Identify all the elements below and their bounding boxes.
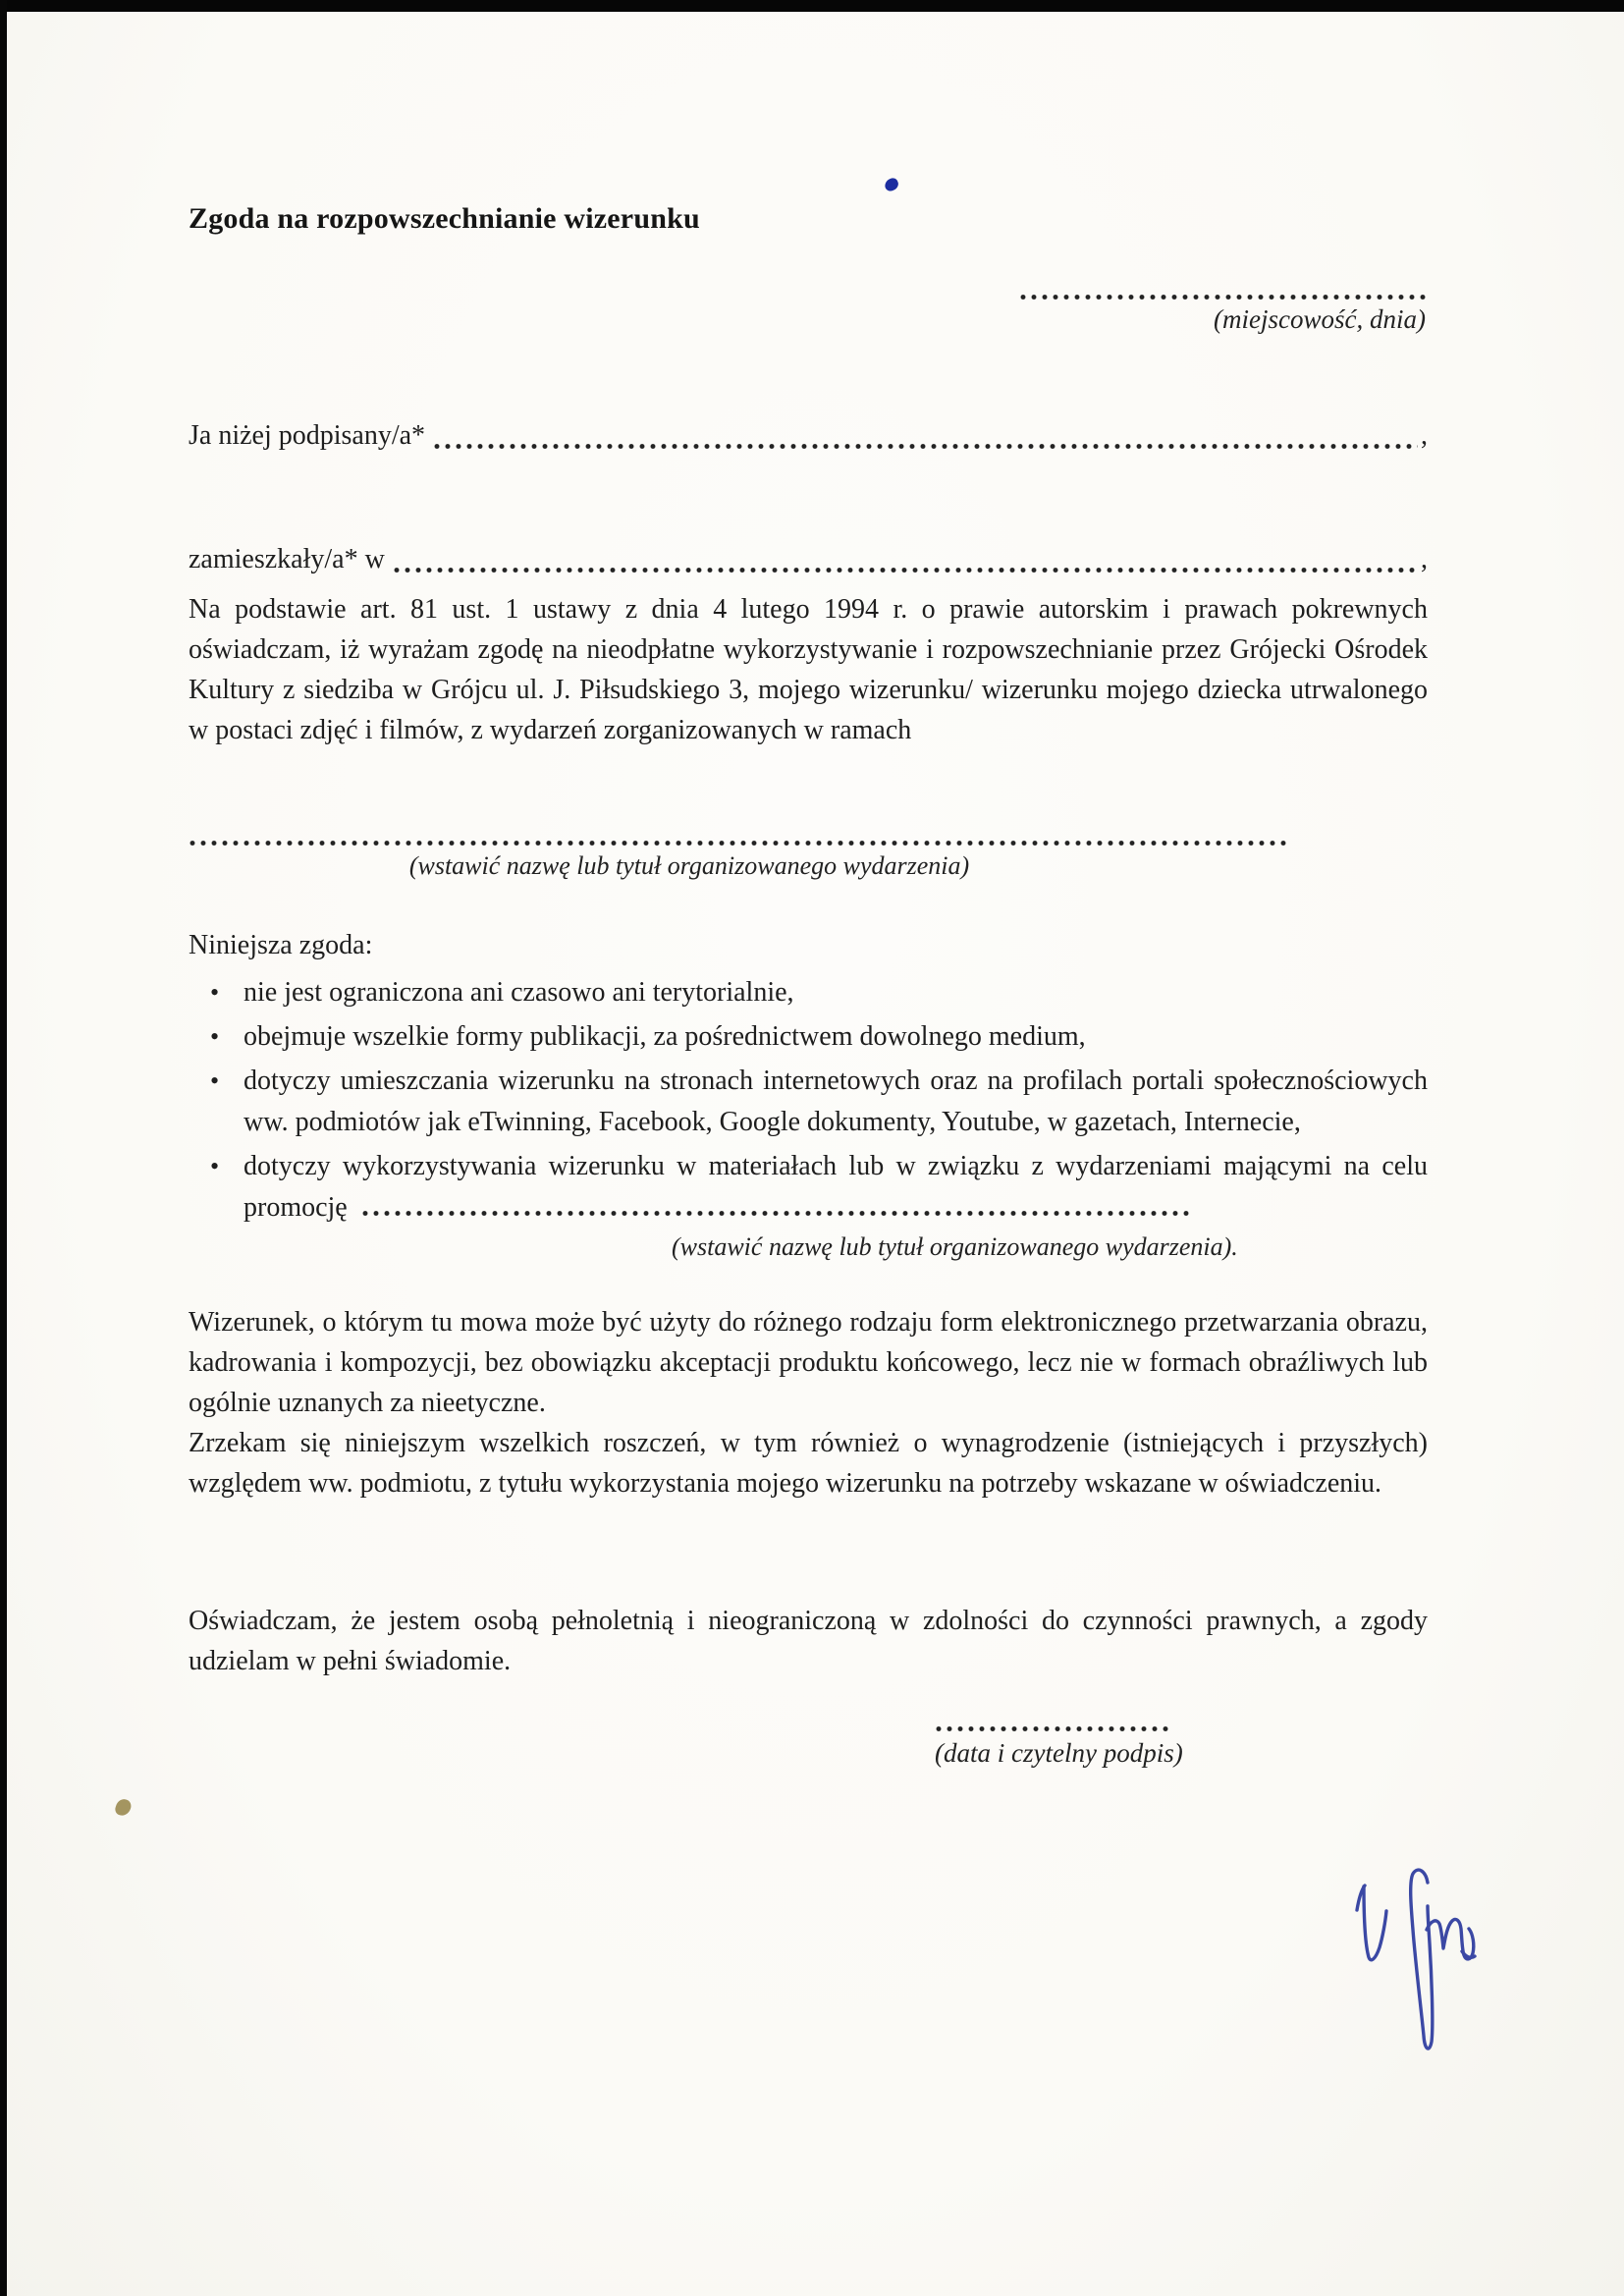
event-name-blank-line — [189, 817, 1288, 847]
consent-scope-section — [189, 925, 1428, 1267]
signature-stroke — [1427, 1919, 1474, 1959]
consent-bullet-text: dotyczy wykorzystywania wizerunku w materiałach lub w związku z wydarzeniami mającymi na celu promocję — [244, 1151, 1428, 1223]
bullet-icon: • — [210, 978, 220, 1007]
signatory-name-suffix: , — [1421, 420, 1428, 451]
consent-bullet-text: obejmuje wszelkie formy publikacji, za pośrednictwem dowolnego medium, — [244, 1021, 1086, 1052]
signature-caption: (data i czytelny podpis) — [935, 1738, 1183, 1768]
signatory-name-blank-line — [433, 416, 1418, 450]
promo-event-caption: (wstawić nazwę lub tytuł organizowanego wydarzenia). — [672, 1232, 1238, 1261]
bullet-icon: • — [210, 1152, 220, 1180]
residence-line — [189, 540, 1428, 578]
consent-bullet-item — [189, 972, 1428, 1013]
place-date-caption: (miejscowość, dnia) — [1214, 304, 1426, 334]
signatory-name-label: Ja niżej podpisany/a* — [189, 420, 426, 451]
claims-waiver-paragraph: Zrzekam się niniejszym wszelkich roszczeń, w tym również o wynagrodzenie (istniejących i przyszłych) względem ww. podmiotu, z tytułu wykorzystania mojego wizerunku na potrzeby wskazane w oświadczeniu. — [189, 1428, 1428, 1499]
image-usage-paragraph: Wizerunek, o którym tu mowa może być użyty do różnego rodzaju form elektronicznego przetwarzania obrazu, kadrowania i kompozycji, bez obowiązku akceptacji produktu końcowego, lecz nie w formach obraźliwych lub ogólnie uznanych za nieetyczne. — [189, 1307, 1428, 1418]
legal-capacity-paragraph — [189, 1601, 1428, 1681]
signature-stroke — [1364, 1886, 1386, 1960]
event-name-caption: (wstawić nazwę lub tytuł organizowanego wydarzenia) — [408, 851, 970, 880]
scan-edge-left — [0, 0, 7, 2296]
legal-capacity-text: Oświadczam, że jestem osobą pełnoletnią i nieograniczoną w zdolności do czynności prawnych, a zgody udzielam w pełni świadomie. — [189, 1606, 1428, 1676]
place-date-blank-line — [1019, 257, 1426, 301]
consent-bullet-text: nie jest ograniczona ani czasowo ani terytorialnie, — [244, 977, 794, 1008]
consent-heading: Niniejsza zgoda: — [189, 930, 373, 960]
ink-dot-artifact — [883, 177, 900, 193]
legal-basis-paragraph — [189, 589, 1428, 750]
consent-bullet-item — [189, 1146, 1428, 1264]
consent-bullet-text: dotyczy umieszczania wizerunku na stronach internetowych oraz na profilach portali społecznościowych ww. podmiotów jak eTwinning, Facebook, Google dokumenty, Youtube, w gazetach, Internecie, — [244, 1066, 1428, 1137]
consent-bullet-list — [189, 972, 1428, 1264]
bullet-icon: • — [210, 1066, 220, 1095]
bullet-icon: • — [210, 1022, 220, 1051]
promo-event-blank-line — [361, 1199, 1194, 1217]
consent-bullet-item — [189, 1016, 1428, 1058]
consent-bullet-promo — [244, 1146, 1428, 1264]
signature-field — [935, 1691, 1259, 1769]
residence-suffix: , — [1421, 544, 1428, 574]
page-title: Zgoda na rozpowszechnianie wizerunku — [189, 202, 700, 236]
signature-blank-line — [935, 1691, 1168, 1732]
usage-and-waiver-section — [189, 1302, 1428, 1503]
scan-edge-top — [0, 0, 1624, 12]
handwritten-signature — [1343, 1859, 1490, 2065]
legal-basis-text: Na podstawie art. 81 ust. 1 ustawy z dnia 4 lutego 1994 r. o prawie autorskim i prawach pokrewnych oświadczam, iż wyrażam zgodę na nieodpłatne wykorzystywanie i rozpowszechnianie przez Grójecki Ośrodek Kultury z siedziba w Grójcu ul. J. Piłsudskiego 3, mojego wizerunku/ wizerunku mojego dziecka utrwalonego w postaci zdjęć i filmów, z wydarzeń zorganizowanych w ramach — [189, 594, 1428, 745]
residence-label: zamieszkały/a* w — [189, 544, 385, 574]
signatory-name-line — [189, 416, 1428, 455]
event-name-field — [189, 817, 1428, 881]
signature-stroke — [1411, 1870, 1433, 2049]
paper-speck-artifact — [114, 1797, 134, 1818]
place-date-field — [1019, 257, 1426, 335]
consent-bullet-item — [189, 1061, 1428, 1143]
residence-blank-line — [393, 540, 1418, 574]
